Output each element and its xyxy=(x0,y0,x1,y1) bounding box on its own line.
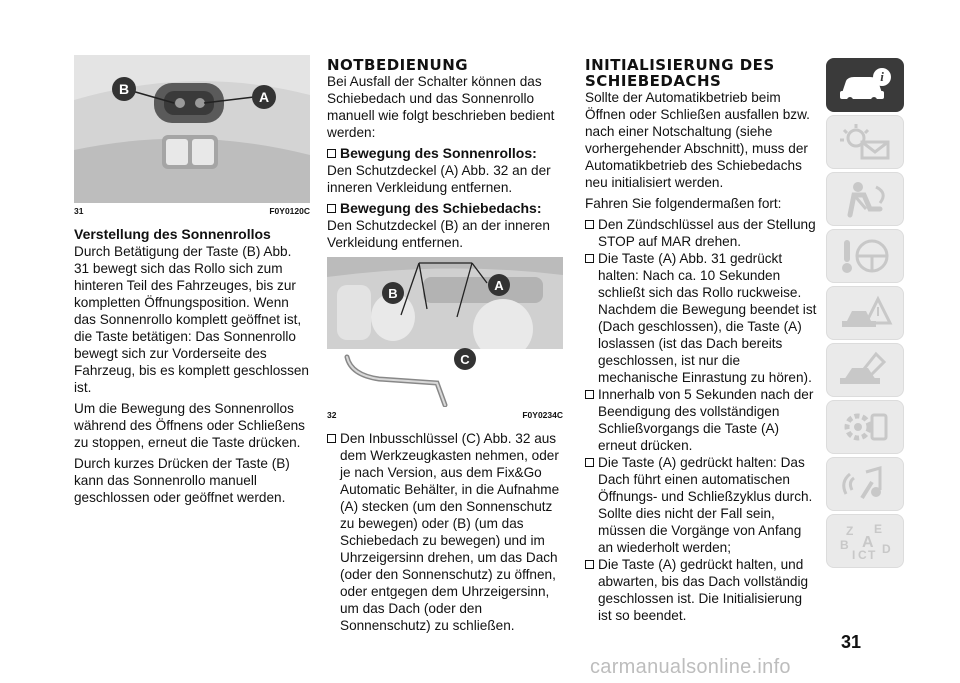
col3-list-item xyxy=(585,216,819,250)
tab-emergency[interactable] xyxy=(826,286,904,340)
figure-31-code: F0Y0120C xyxy=(269,206,310,216)
checkbox-square-icon xyxy=(327,149,336,158)
col2-sub1-heading: Bewegung des Sonnenrollos: xyxy=(340,145,537,161)
col3-list-item-text: Die Taste (A) Abb. 31 gedrückt halten: Nach ca. 10 Sekunden schließt sich das Rollo ruckweise. Nachdem die Bewegung beendet ist (Dach geschlossen), die Taste (A) loslassen (ist das Dach bereits geschlossen, ist nur die mechanische Einrastung zu hören). xyxy=(598,251,817,385)
figure-32-number: 32 xyxy=(327,410,337,420)
column-left xyxy=(74,55,310,510)
col3-list-item-text: Den Zündschlüssel aus der Stellung STOP auf MAR drehen. xyxy=(598,217,816,249)
tab-warning-lights[interactable] xyxy=(826,115,904,169)
checkbox-square-icon xyxy=(585,254,594,263)
index-letter: C xyxy=(858,548,867,561)
tab-airbag-seatbelt[interactable] xyxy=(826,172,904,226)
index-letter: T xyxy=(868,548,876,561)
tab-technical-data[interactable] xyxy=(826,400,904,454)
svg-text:i: i xyxy=(880,69,884,84)
checkbox-square-icon xyxy=(585,458,594,467)
tab-steering-key[interactable] xyxy=(826,229,904,283)
chapter-tabs xyxy=(826,58,904,571)
figure-32-label-a: A xyxy=(494,278,504,293)
col2-sub1-text: Den Schutzdeckel (A) Abb. 32 an der inneren Verkleidung entfernen. xyxy=(327,163,551,195)
index-letter: A xyxy=(862,534,874,551)
figure-32-label-b: B xyxy=(388,286,398,301)
checkbox-square-icon xyxy=(327,434,336,443)
col3-paragraph-1: Sollte der Automatikbetrieb beim Öffnen oder Schließen ausfallen bzw. nach einer Notschaltung (siehe vorhergehender Abschnitt), muss der Automatikbetrieb des Schiebedachs neu initialisiert werden. xyxy=(585,90,810,190)
figure-31-roof-console xyxy=(74,55,310,203)
airbag-seatbelt-icon xyxy=(836,179,894,219)
col2-section-heading: NOTBEDIENUNG xyxy=(327,56,469,74)
col1-paragraph-1: Durch Betätigung der Taste (B) Abb. 31 bewegt sich das Rollo sich zum hinteren Teil des Fahrzeuges, bis zur kompletten Öffnungsposition. Wenn das Sonnenrollo komplett geöffnet ist, die Taste betätigen: Das Sonnenrollo bewegt sich zur Vorderseite des Fahrzeug, bis es komplett geschlossen ist. xyxy=(74,244,309,395)
col3-paragraph-2: Fahren Sie folgendermaßen fort: xyxy=(585,196,782,211)
index-letter: Z xyxy=(846,524,854,538)
col3-list-item-text: Innerhalb von 5 Sekunden nach der Beendigung des vollständigen Schließvorgangs die Taste (A) erneut drücken. xyxy=(598,387,814,453)
page-number: 31 xyxy=(841,632,862,652)
col3-list-item xyxy=(585,454,819,556)
checkbox-square-icon xyxy=(585,220,594,229)
maintenance-icon xyxy=(836,350,894,390)
tab-multimedia[interactable] xyxy=(826,457,904,511)
checkbox-square-icon xyxy=(585,390,594,399)
col2-sub2-heading: Bewegung des Schiebedachs: xyxy=(340,200,542,216)
tab-alphabetical-index[interactable] xyxy=(826,514,904,568)
figure-32-illustration xyxy=(327,257,563,407)
figure-32-label-c: C xyxy=(460,352,470,367)
col1-paragraph-3: Durch kurzes Drücken der Taste (B) kann das Sonnenrollo manuell geschlossen oder geöffnet werden. xyxy=(74,456,290,505)
index-letter: B xyxy=(840,538,849,552)
col3-list-item xyxy=(585,556,819,624)
col2-sub2-item xyxy=(327,200,563,217)
tab-car-info[interactable] xyxy=(826,58,904,112)
figure-32-code: F0Y0234C xyxy=(522,410,563,420)
alphabetical-index-icon xyxy=(836,521,894,561)
index-letter: I xyxy=(852,548,856,561)
col3-section-heading: INITIALISIERUNG DES SCHIEBEDACHS xyxy=(585,56,775,90)
col1-heading: Verstellung des Sonnenrollos xyxy=(74,226,271,242)
figure-31-label-a: A xyxy=(258,89,270,105)
column-middle xyxy=(327,57,563,638)
figure-31-label-b: B xyxy=(118,81,130,97)
figure-31-illustration xyxy=(74,55,310,203)
figure-31-number: 31 xyxy=(74,206,84,216)
car-info-icon xyxy=(836,65,894,105)
col2-list-item-text: Den Inbusschlüssel (C) Abb. 32 aus dem Werkzeugkasten nehmen, oder je nach Version, aus dem Fix&Go Automatic Behälter, in die Aufnahme (A) stecken (um den Sonnenschutz zu bewegen) oder (B) (um das Schiebedach zu bewegen) und im Uhrzeigersinn drehen, um das Dach (oder den Sonnenschutz) zu öffnen, oder entgegen dem Uhrzeigersinn, um das Dach (oder den Sonnenschutz) zu schließen. xyxy=(340,431,560,633)
col2-intro: Bei Ausfall der Schalter können das Schiebedach und das Sonnenrollo manuell wie folgt beschrieben bedient werden: xyxy=(327,74,555,140)
col1-paragraph-2: Um die Bewegung des Sonnenrollos während des Öffnens oder Schließens zu stoppen, erneut die Taste drücken. xyxy=(74,401,305,450)
watermark: carmanualsonline.info xyxy=(590,656,791,678)
warning-lights-icon xyxy=(836,122,894,162)
column-right xyxy=(585,57,819,624)
figure-31-caption xyxy=(74,206,310,216)
index-letter: E xyxy=(874,522,883,536)
figure-32-rear-interior xyxy=(327,257,563,407)
emergency-triangle-icon xyxy=(836,293,894,333)
technical-data-icon xyxy=(836,407,894,447)
col3-list-item xyxy=(585,250,819,386)
col3-list-item xyxy=(585,386,819,454)
col2-sub2-text: Den Schutzdeckel (B) an der inneren Verkleidung entfernen. xyxy=(327,218,550,250)
col2-sub1-item xyxy=(327,145,563,162)
steering-key-icon xyxy=(836,236,894,276)
checkbox-square-icon xyxy=(585,560,594,569)
index-letter: D xyxy=(882,542,891,556)
col3-list-item-text: Die Taste (A) gedrückt halten, und abwarten, bis das Dach vollständig geschlossen ist. Die Initialisierung ist so beendet. xyxy=(598,557,809,623)
col3-list-item-text: Die Taste (A) gedrückt halten: Das Dach führt einen automatischen Öffnungs- und Schließzyklus durch. Sollte dies nicht der Fall sein, müssen die Vorgänge von Anfang an wiederholt werden; xyxy=(598,455,813,555)
figure-32-caption xyxy=(327,410,563,420)
col2-list-item xyxy=(327,430,563,638)
multimedia-icon xyxy=(836,464,894,504)
checkbox-square-icon xyxy=(327,204,336,213)
tab-maintenance[interactable] xyxy=(826,343,904,397)
